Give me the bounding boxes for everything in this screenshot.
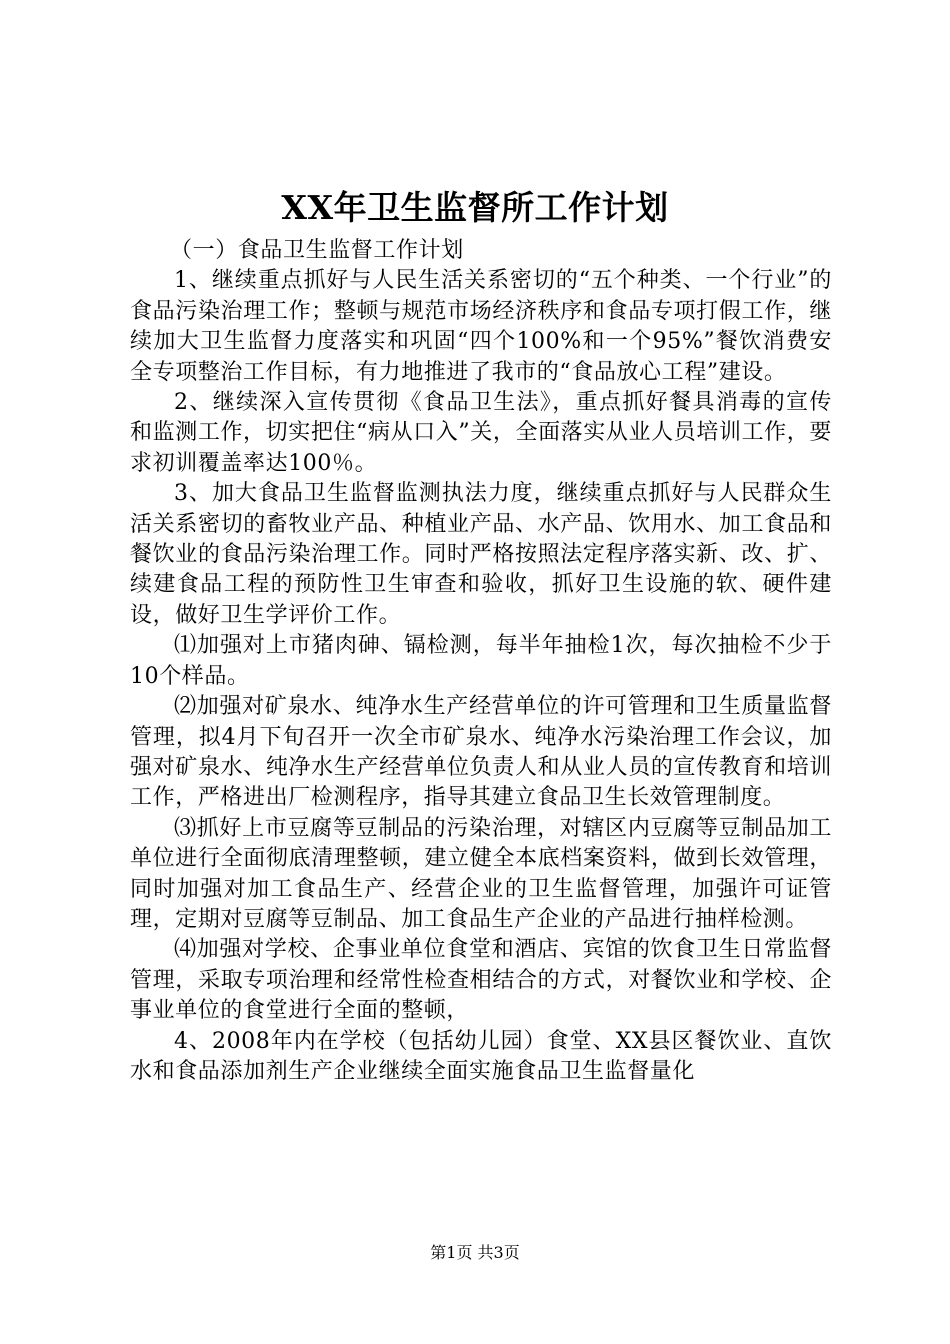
paragraph-subitem-1: ⑴加强对上市猪肉砷、镉检测，每半年抽检1次，每次抽检不少于10个样品。 bbox=[130, 633, 832, 689]
paragraph-item-3: 3、加大食品卫生监督监测执法力度，继续重点抓好与人民群众生活关系密切的畜牧业产品、种植业产品、水产品、饮用水、加工食品和餐饮业的食品污染治理工作。同时严格按照法定程序落实新、改、扩、续建食品工程的预防性卫生审查和验收，抓好卫生设施的软、硬件建设，做好卫生学评价工作。 bbox=[130, 481, 832, 628]
document-title: XX年卫生监督所工作计划 bbox=[281, 188, 669, 227]
paragraph-item-2: 2、继续深入宣传贯彻《食品卫生法》，重点抓好餐具消毒的宣传和监测工作，切实把住“病从口入”关，全面落实从业人员培训工作，要求初训覆盖率达100％。 bbox=[130, 390, 832, 476]
page-footer: 第1页 共3页 bbox=[430, 1243, 520, 1262]
paragraph-subitem-2: ⑵加强对矿泉水、纯净水生产经营单位的许可管理和卫生质量监督管理，拟4月下旬召开一次全市矿泉水、纯净水污染治理工作会议，加强对矿泉水、纯净水生产经营单位负责人和从业人员的宣传教育和培训工作，严格进出厂检测程序，指导其建立食品卫生长效管理制度。 bbox=[130, 694, 832, 811]
paragraph-subitem-3: ⑶抓好上市豆腐等豆制品的污染治理，对辖区内豆腐等豆制品加工单位进行全面彻底清理整顿，建立健全本底档案资料，做到长效管理，同时加强对加工食品生产、经营企业的卫生监督管理，加强许可证管理，定期对豆腐等豆制品、加工食品生产企业的产品进行抽样检测。 bbox=[130, 815, 832, 932]
paragraph-subitem-4: ⑷加强对学校、企事业单位食堂和酒店、宾馆的饮食卫生日常监督管理，采取专项治理和经常性检查相结合的方式，对餐饮业和学校、企事业单位的食堂进行全面的整顿， bbox=[130, 937, 832, 1024]
section-heading: （一）食品卫生监督工作计划 bbox=[170, 238, 464, 263]
paragraph-item-1: 1、继续重点抓好与人民生活关系密切的“五个种类、一个行业”的食品污染治理工作；整顿与规范市场经济秩序和食品专项打假工作，继续加大卫生监督力度落实和巩固“四个100%和一个95%”餐饮消费安全专项整治工作目标，有力地推进了我市的“食品放心工程”建设。 bbox=[130, 268, 832, 385]
paragraph-item-4: 4、2008年内在学校（包括幼儿园）食堂、XX县区餐饮业、直饮水和食品添加剂生产企业继续全面实施食品卫生监督量化 bbox=[130, 1028, 832, 1084]
document-body bbox=[130, 236, 832, 1087]
